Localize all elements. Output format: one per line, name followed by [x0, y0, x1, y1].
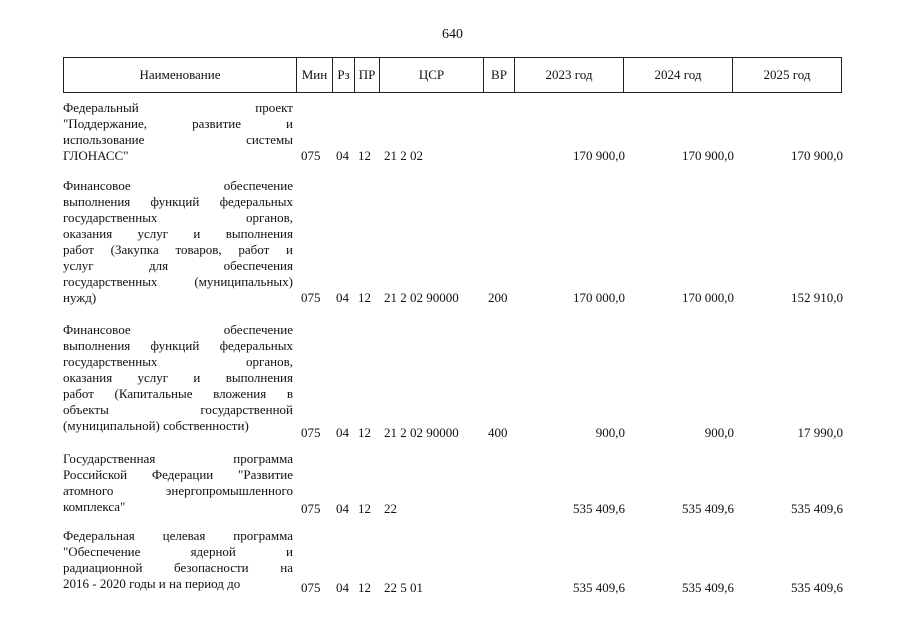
name-line: оказания услуг и выполнения: [63, 226, 293, 241]
name-line: радиационной безопасности на: [63, 560, 293, 575]
name-line: "Поддержание, развитие и: [63, 116, 293, 131]
cell-2024: 535 409,6: [682, 580, 734, 595]
table-row: [0, 100, 905, 164]
cell-rz: 04: [336, 580, 349, 595]
header-pr: ПР: [355, 58, 380, 93]
cell-2023: 535 409,6: [573, 580, 625, 595]
cell-rz: 04: [336, 501, 349, 516]
table-row: [0, 528, 905, 596]
cell-2025: 152 910,0: [791, 290, 843, 305]
name-line: выполнения функций федеральных: [63, 338, 293, 353]
cell-2025: 170 900,0: [791, 148, 843, 163]
cell-min: 075: [301, 501, 321, 516]
name-line: объекты государственной: [63, 402, 293, 417]
cell-2024: 900,0: [704, 425, 734, 440]
row-name: [63, 178, 293, 306]
cell-2023: 170 900,0: [573, 148, 625, 163]
name-line: атомного энергопромышленного: [63, 483, 293, 498]
cell-rz: 04: [336, 425, 349, 440]
header-2025: 2025 год: [733, 58, 842, 93]
header-2024: 2024 год: [624, 58, 733, 93]
name-line: государственных органов,: [63, 210, 293, 225]
cell-2023: 535 409,6: [573, 501, 625, 516]
cell-2025: 17 990,0: [797, 425, 843, 440]
cell-2024: 170 900,0: [682, 148, 734, 163]
name-line: выполнения функций федеральных: [63, 194, 293, 209]
cell-min: 075: [301, 290, 321, 305]
cell-csr: 21 2 02 90000: [384, 425, 459, 440]
name-line: Финансовое обеспечение: [63, 322, 293, 337]
table-header: [63, 57, 842, 93]
cell-pr: 12: [358, 580, 371, 595]
row-name: [63, 322, 293, 434]
name-line: ГЛОНАСС": [63, 148, 129, 163]
cell-vr: 400: [488, 425, 508, 440]
name-line: использование системы: [63, 132, 293, 147]
name-line: Федеральная целевая программа: [63, 528, 293, 543]
cell-vr: 200: [488, 290, 508, 305]
header-rz: Рз: [333, 58, 355, 93]
cell-pr: 12: [358, 148, 371, 163]
header-csr: ЦСР: [380, 58, 484, 93]
name-line: работ (Закупка товаров, работ и: [63, 242, 293, 257]
table-row: [0, 322, 905, 441]
table-row: [0, 178, 905, 306]
cell-2023: 900,0: [595, 425, 625, 440]
row-name: [63, 100, 293, 164]
name-line: нужд): [63, 290, 97, 305]
header-name: Наименование: [64, 58, 297, 93]
name-line: Федеральный проект: [63, 100, 293, 115]
cell-pr: 12: [358, 425, 371, 440]
name-line: оказания услуг и выполнения: [63, 370, 293, 385]
cell-2023: 170 000,0: [573, 290, 625, 305]
cell-pr: 12: [358, 290, 371, 305]
cell-csr: 22 5 01: [384, 580, 423, 595]
cell-csr: 21 2 02 90000: [384, 290, 459, 305]
cell-min: 075: [301, 425, 321, 440]
name-line: работ (Капитальные вложения в: [63, 386, 293, 401]
header-vr: ВР: [484, 58, 515, 93]
name-line: Финансовое обеспечение: [63, 178, 293, 193]
cell-csr: 22: [384, 501, 397, 516]
name-line: 2016 - 2020 годы и на период до: [63, 576, 241, 591]
cell-2025: 535 409,6: [791, 501, 843, 516]
page-number: 640: [442, 27, 463, 42]
cell-rz: 04: [336, 148, 349, 163]
table-row: [0, 451, 905, 517]
cell-min: 075: [301, 148, 321, 163]
cell-min: 075: [301, 580, 321, 595]
row-name: [63, 451, 293, 515]
cell-rz: 04: [336, 290, 349, 305]
name-line: комплекса": [63, 499, 126, 514]
name-line: Государственная программа: [63, 451, 293, 466]
header-min: Мин: [297, 58, 333, 93]
cell-2024: 535 409,6: [682, 501, 734, 516]
name-line: Российской Федерации "Развитие: [63, 467, 293, 482]
header-2023: 2023 год: [515, 58, 624, 93]
name-line: (муниципальной) собственности): [63, 418, 249, 433]
name-line: государственных (муниципальных): [63, 274, 293, 289]
name-line: государственных органов,: [63, 354, 293, 369]
table-header-row: [64, 58, 842, 93]
cell-pr: 12: [358, 501, 371, 516]
cell-2024: 170 000,0: [682, 290, 734, 305]
row-name: [63, 528, 293, 592]
name-line: услуг для обеспечения: [63, 258, 293, 273]
name-line: "Обеспечение ядерной и: [63, 544, 293, 559]
cell-csr: 21 2 02: [384, 148, 423, 163]
cell-2025: 535 409,6: [791, 580, 843, 595]
